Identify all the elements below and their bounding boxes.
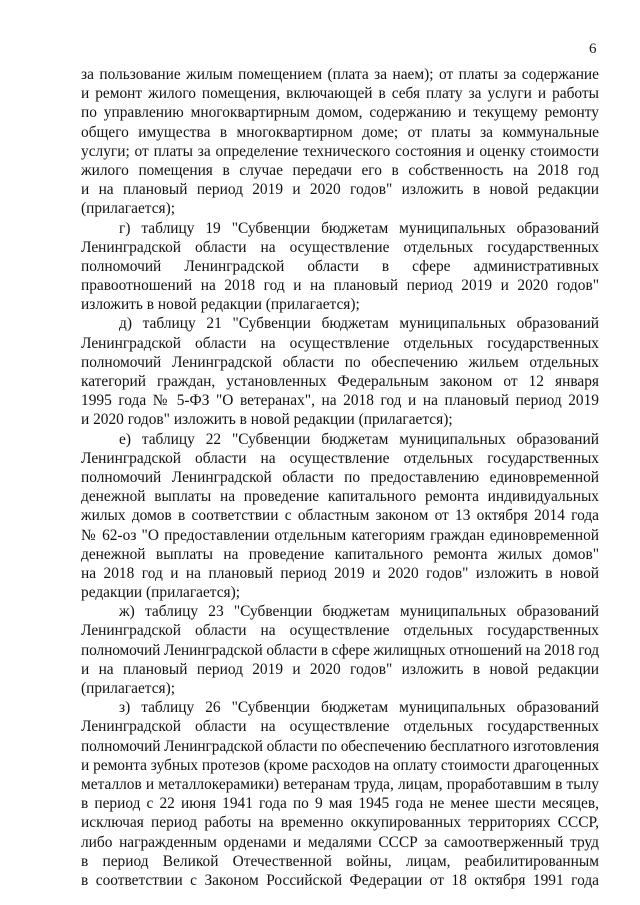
text-line: денежной выплаты на проведение капитального ремонта индивидуальных (81, 488, 599, 506)
text-line: и 2020 годов" изложить в новой редакции (прилагается); (81, 411, 453, 429)
text-line: денежной выплаты на проведение капитального ремонта жилых домов" (81, 545, 599, 563)
text-line: полномочий Ленинградской области по обеспечению бесплатного изготовления (81, 737, 599, 755)
text-line: в соответствии с Законом Российской Федерации от 18 октября 1991 года (81, 871, 599, 889)
text-line: и на плановый период 2019 и 2020 годов" изложить в новой редакции (81, 181, 599, 199)
text-line: в период с 22 июня 1941 года по 9 мая 1945 года не менее шести месяцев, (81, 795, 599, 813)
text-line: Ленинградской области на осуществление отдельных государственных (81, 622, 599, 640)
text-line: и на плановый период 2019 и 2020 годов" изложить в новой редакции (81, 660, 599, 678)
paragraph-first-line: д) таблицу 21 "Субвенции бюджетам муниципальных образований (119, 315, 599, 333)
text-line: редакции (прилагается); (81, 584, 241, 602)
text-line: на 2018 год и на плановый период 2019 и 2020 годов" изложить в новой (81, 564, 599, 582)
text-line: либо награжденным орденами и медалями СССР за самоотверженный труд (81, 833, 599, 851)
text-line: категорий граждан, установленных Федеральным законом от 12 января (81, 373, 599, 390)
text-line: полномочий Ленинградской области в сфере административных (81, 257, 599, 275)
paragraph-first-line: з) таблицу 26 "Субвенции бюджетам муниципальных образований (119, 699, 599, 717)
text-line: металлов и металлокерамики) ветеранам труда, лицам, проработавшим в тылу (81, 775, 599, 793)
text-line: жилого помещения в случае передачи его в собственность на 2018 год (81, 161, 599, 179)
document-body (81, 65, 599, 890)
text-line: правоотношений на 2018 год и на плановый период 2019 и 2020 годов" (81, 277, 599, 295)
paragraph-first-line: е) таблицу 22 "Субвенции бюджетам муниципальных образований (119, 430, 599, 448)
page-number: 6 (589, 41, 597, 57)
text-line: исключая период работы на временно оккупированных территориях СССР, (81, 814, 599, 832)
text-line: полномочий Ленинградской области по предоставлению единовременной (81, 468, 599, 486)
text-line: и ремонта зубных протезов (кроме расходов на оплату стоимости драгоценных (81, 756, 599, 774)
text-line: (прилагается); (81, 680, 176, 697)
text-line: услуги; от платы за определение технического состояния и оценку стоимости (81, 142, 599, 160)
text-line: и ремонт жилого помещения, включающей в себя плату за услуги и работы (81, 85, 599, 103)
text-line: полномочий Ленинградской области в сфере жилищных отношений на 2018 год (81, 641, 599, 659)
text-line: жилых домов в соответствии с областным законом от 13 октября 2014 года (81, 507, 599, 525)
text-line: изложить в новой редакции (прилагается); (81, 296, 360, 314)
text-line: общего имущества в многоквартирном доме; от платы за коммунальные (81, 123, 599, 141)
text-line: Ленинградской области на осуществление отдельных государственных (81, 449, 599, 467)
text-line: в период Великой Отечественной войны, лицам, реабилитированным (81, 852, 599, 870)
text-line: за пользование жилым помещением (плата за наем); от платы за содержание (81, 66, 599, 83)
text-line: Ленинградской области на осуществление отдельных государственных (81, 718, 599, 736)
paragraph-first-line: ж) таблицу 23 "Субвенции бюджетам муниципальных образований (119, 603, 599, 621)
text-line: полномочий Ленинградской области по обеспечению жильем отдельных (81, 353, 599, 371)
text-line: (прилагается); (81, 200, 176, 218)
text-line: 1995 года № 5-ФЗ "О ветеранах", на 2018 год и на плановый период 2019 (81, 392, 599, 410)
text-line: по управлению многоквартирным домом, содержанию и текущему ремонту (81, 104, 599, 122)
text-line: № 62-оз "О предоставлении отдельным категориям граждан единовременной (81, 526, 599, 544)
paragraph-first-line: г) таблицу 19 "Субвенции бюджетам муниципальных образований (119, 219, 599, 237)
text-line: Ленинградской области на осуществление отдельных государственных (81, 334, 599, 352)
text-line: Ленинградской области на осуществление отдельных государственных (81, 238, 599, 256)
